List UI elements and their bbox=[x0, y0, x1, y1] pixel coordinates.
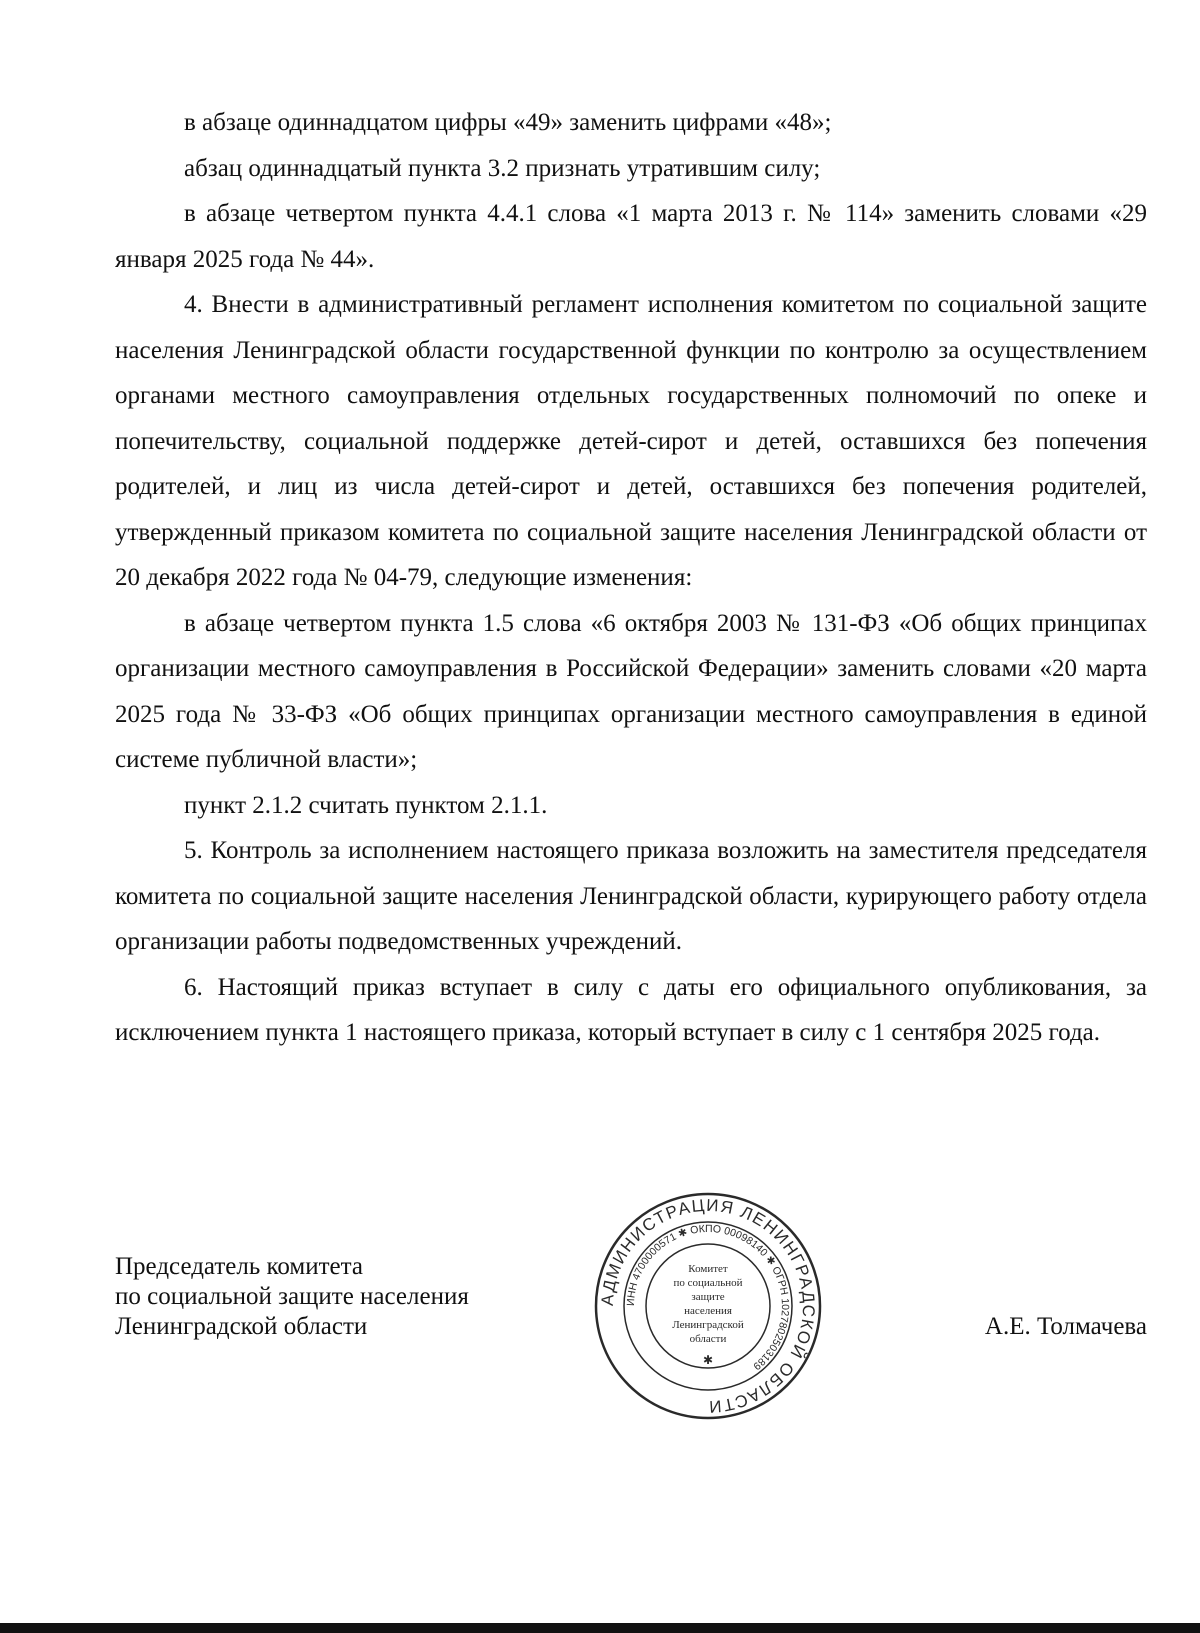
seal-center-line: защите bbox=[691, 1291, 725, 1303]
seal-star-icon: ✱ bbox=[702, 1353, 714, 1367]
paragraph-item-6: 6. Настоящий приказ вступает в силу с даты его официального опубликования, за исключением пункта 1 настоящего приказа, который вступает в силу с 1 сентября 2025 года. bbox=[115, 973, 1147, 1046]
signatory-name: А.Е. Толмачева bbox=[984, 1313, 1147, 1340]
seal-center-line: населения bbox=[684, 1305, 732, 1317]
paragraph-point-4-4-1: в абзаце четвертом пункта 4.4.1 слова «1 марта 2013 г. № 114» заменить словами «29 января 2025 года № 44». bbox=[115, 200, 1147, 273]
document-body bbox=[115, 100, 1147, 1056]
signatory-title-line: по социальной защите населения bbox=[115, 1283, 469, 1310]
paragraph-point-3-2: абзац одиннадцатый пункта 3.2 признать утратившим силу; bbox=[184, 154, 821, 182]
seal-center-line: Ленинградской bbox=[672, 1319, 744, 1331]
paragraph-point-2-1-2: пункт 2.1.2 считать пунктом 2.1.1. bbox=[184, 791, 548, 819]
official-seal bbox=[592, 1190, 824, 1422]
seal-center-line: области bbox=[689, 1333, 727, 1345]
paragraph-item-5: 5. Контроль за исполнением настоящего приказа возложить на заместителя председателя комитета по социальной защите населения Ленинградской области, курирующего работу отдела организации работы подведомственных учреждений. bbox=[115, 837, 1147, 955]
paragraph-point-1-5: в абзаце четвертом пункта 1.5 слова «6 октября 2003 № 131-ФЗ «Об общих принципах организации местного самоуправления в Российской Федерации» заменить словами «20 марта 2025 года № 33-ФЗ «Об общих принципах организации местного самоуправления в единой системе публичной власти»; bbox=[115, 609, 1147, 773]
seal-center-line: по социальной bbox=[673, 1277, 743, 1289]
seal-center-line: Комитет bbox=[688, 1263, 728, 1275]
signatory-title bbox=[115, 1252, 469, 1342]
signatory-title-line: Председатель комитета bbox=[115, 1253, 363, 1280]
scan-bottom-edge bbox=[0, 1623, 1200, 1633]
paragraph-item-4: 4. Внести в административный регламент исполнения комитетом по социальной защите населения Ленинградской области государственной функции по контролю за осуществлением органами местного самоуправления отдельных государственных полномочий по опеке и попечительству, социальной поддержке детей-сирот и детей, оставшихся без попечения родителей, и лиц из числа детей-сирот и детей, оставшихся без попечения родителей, утвержденный приказом комитета по социальной защите населения Ленинградской области от 20 декабря 2022 года № 04-79, следующие изменения: bbox=[115, 291, 1147, 591]
paragraph-eleventh-abzac: в абзаце одиннадцатом цифры «49» заменить цифрами «48»; bbox=[184, 109, 832, 136]
seal-outer-text: АДМИНИСТРАЦИЯ ЛЕНИНГРАДСКОЙ ОБЛАСТИ bbox=[597, 1195, 819, 1417]
seal-inner-ring-text: ИНН 4700000571 ✱ ОКПО 00098140 ✱ ОГРН 1027802503189 bbox=[624, 1222, 792, 1373]
signatory-title-line: Ленинградской области bbox=[115, 1313, 368, 1340]
